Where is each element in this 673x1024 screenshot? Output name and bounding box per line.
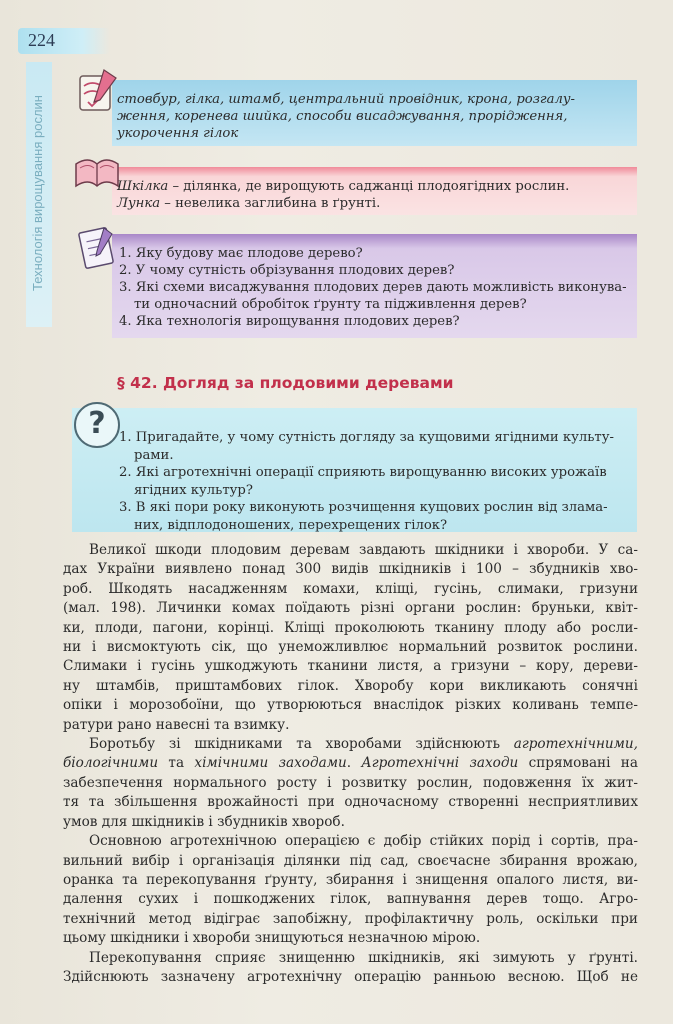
text-line: умов для шкідників і збудників хвороб.: [63, 813, 345, 830]
recall-question-continuation: рами.: [134, 447, 174, 463]
emphasis-term: біологічними: [63, 755, 159, 772]
keywords-line: ження, коренева шийка, способи висаджування, прорідження,: [117, 109, 568, 124]
review-question-continuation: ти одночасний обробіток ґрунту та підживлення дерев?: [134, 297, 527, 312]
chapter-sidebar: [26, 62, 52, 327]
paragraph-pests: [63, 541, 638, 735]
text-line: забезпечення нормального росту і розвитку рослин, подовження їх жит-: [63, 774, 638, 791]
text-line: тя та збільшення врожайності при одночасному створенні несприятливих: [63, 794, 638, 811]
text-line: [63, 735, 638, 754]
text-line: Слимаки і гусінь ушкоджують тканини листя, а гризуни – кору, дереви-: [63, 658, 638, 675]
page-number: 224: [28, 30, 55, 50]
question-mark-icon: ?: [74, 402, 120, 448]
recall-question-continuation: них, відплодоношених, перехрещених гілок?: [134, 517, 448, 533]
recall-question: 2. Які агротехнічні операції сприяють вирощуванню високих урожаїв: [119, 465, 607, 481]
recall-question: 1. Пригадайте, у чому сутність догляду за кущовими ягідними культу-: [119, 430, 614, 445]
review-questions-list: [119, 245, 627, 330]
text-run: та: [158, 755, 195, 772]
text-line: роб. Шкодять насадженням комахи, кліщі, гусінь, слимаки, гризуни: [63, 580, 638, 597]
glossary-term: Шкілка: [117, 179, 169, 194]
text-line: цьому шкідники і хвороби знищуються незначною мірою.: [63, 930, 481, 947]
emphasis-term: Агротехнічні заходи: [361, 755, 519, 772]
sidebar-title: Технологія вирощування рослин: [30, 95, 45, 291]
review-question: 2. У чому сутність обрізування плодових дерев?: [119, 263, 455, 278]
recall-question-continuation: ягідних культур?: [134, 482, 253, 498]
page-number-tab: [18, 28, 110, 54]
glossary-item: [117, 195, 569, 212]
text-run: .: [346, 755, 362, 772]
text-line: Здійснюють зазначену агротехнічну операцію ранньою весною. Щоб не: [63, 968, 638, 985]
text-line: технічний метод відіграє запобіжну, профілактичну роль, оскільки при: [63, 910, 638, 927]
text-line: дах України виявлено понад 300 видів шкідників і 100 – збудників хво-: [63, 561, 638, 578]
keywords-line: укорочення гілок: [117, 126, 239, 141]
text-line: ки, плоди, пагони, корінці. Кліщі проколюють тканину плоду або росли-: [63, 619, 638, 636]
keywords-text: [117, 91, 575, 142]
text-run: Боротьбу зі шкідниками та хворобами здійснюють: [89, 736, 514, 753]
text-line: Основною агротехнічною операцією є добір стійких порід і сортів, пра-: [89, 833, 638, 850]
glossary-text: [117, 178, 569, 212]
recall-question: 3. В які пори року виконують розчищення кущових рослин від злама-: [119, 500, 608, 516]
text-line: ратури рано навесні та взимку.: [63, 716, 290, 733]
open-book-icon: [72, 150, 122, 194]
text-line: далення сухих і пошкоджених гілок, вапнування дерев тощо. Агро-: [63, 891, 638, 908]
text-line: оранка та перекопування ґрунту, збирання і знищення опалого листя, ви-: [63, 871, 638, 888]
body-text: [63, 541, 638, 987]
glossary-definition: – невелика заглибина в ґрунті.: [160, 196, 381, 211]
glossary-item: [117, 178, 569, 195]
review-question: 4. Яка технологія вирощування плодових дерев?: [119, 314, 460, 329]
glossary-definition: – ділянка, де вирощують саджанці плодоягідних рослин.: [168, 179, 570, 194]
glossary-term: Лунка: [117, 196, 161, 211]
emphasis-term: хімічними заходами: [194, 755, 347, 772]
paragraph-digging: [63, 949, 638, 988]
emphasis-term: агротехнічними,: [513, 736, 638, 753]
review-question: 3. Які схеми висаджування плодових дерев дають можливість виконува-: [119, 280, 627, 295]
review-question: 1. Яку будову має плодове дерево?: [119, 246, 363, 261]
text-line: Великої шкоди плодовим деревам завдають шкідники і хвороби. У са-: [89, 542, 638, 558]
text-line: ни і висмоктують сік, що унеможливлює нормальний розвиток рослини.: [63, 639, 638, 656]
section-heading: § 42. Догляд за плодовими деревами: [117, 374, 454, 392]
pencil-notebook-icon: [74, 66, 120, 116]
text-line: вильний вибір і організація ділянки під сад, своєчасне збирання врожаю,: [63, 852, 638, 869]
checklist-icon: [74, 224, 118, 272]
text-run: спрямовані на: [518, 755, 638, 772]
text-line: (мал. 198). Личинки комах поїдають різні органи рослин: бруньки, квіт-: [63, 600, 638, 617]
text-line: ну штамбів, приштамбових гілок. Хворобу кори викликають сонячні: [63, 677, 638, 694]
keywords-line: стовбур, гілка, штамб, центральний провідник, крона, розгалу-: [117, 92, 575, 107]
text-line: Перекопування сприяє знищенню шкідників, які зимують у ґрунті.: [89, 949, 638, 966]
text-line: [63, 754, 638, 773]
text-line: опіки і морозобоїни, що утворюються внаслідок різких коливань темпе-: [63, 697, 638, 714]
paragraph-agrotechnical: [63, 832, 638, 948]
paragraph-control-measures: [63, 735, 638, 832]
recall-questions-list: [119, 429, 614, 535]
